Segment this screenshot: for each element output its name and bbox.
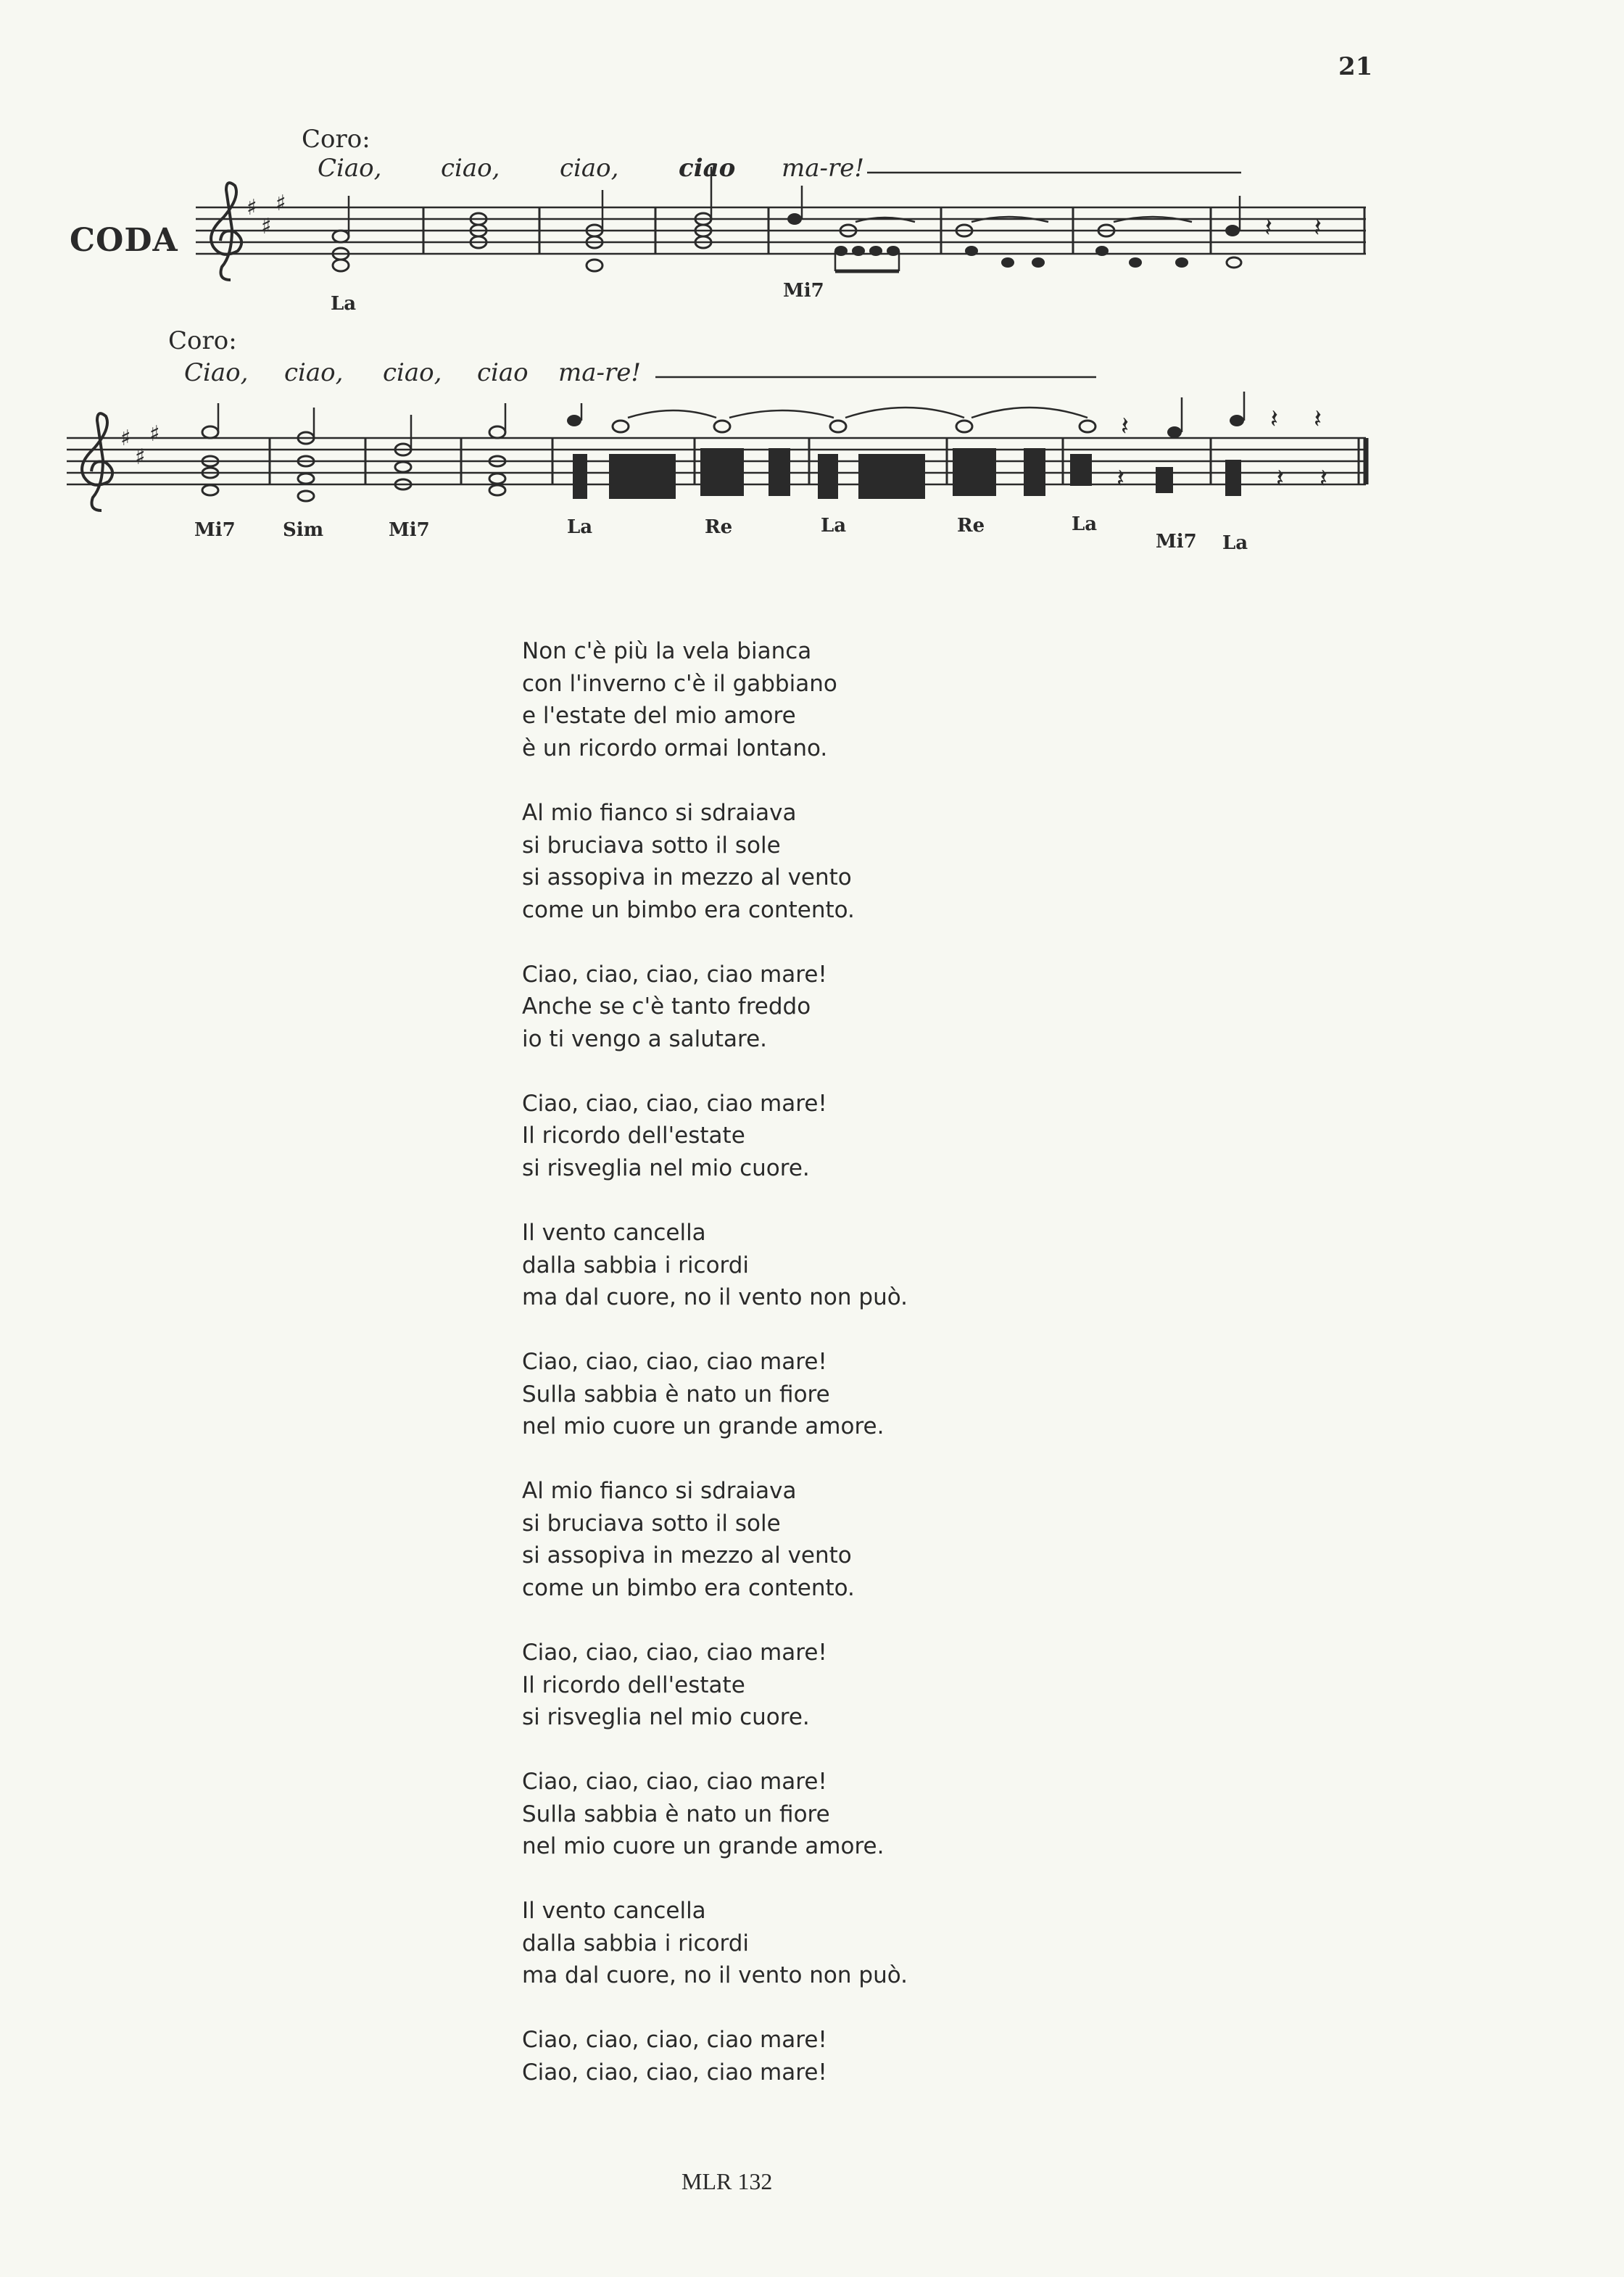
coda-label: CODA xyxy=(70,222,178,259)
coro-label-1: Coro: xyxy=(302,125,370,154)
verse-line: Il ricordo dell'estate xyxy=(522,1123,745,1149)
svg-text:♯: ♯ xyxy=(276,191,286,216)
verse-line: si assopiva in mezzo al vento xyxy=(522,1542,852,1569)
verse-line: Il ricordo dell'estate xyxy=(522,1672,745,1698)
verse-line: Il vento cancella xyxy=(522,1898,706,1924)
footer-catalog-number: MLR 132 xyxy=(682,2168,773,2194)
chord-symbol: La xyxy=(1072,513,1098,535)
verse-line: Anche se c'è tanto freddo xyxy=(522,993,811,1020)
verse-line: Al mio fianco si sdraiava xyxy=(522,1478,797,1504)
chord-symbol: La xyxy=(331,293,357,315)
verse-line: Ciao, ciao, ciao, ciao mare! xyxy=(522,1640,827,1666)
verse-line: si bruciava sotto il sole xyxy=(522,1511,781,1537)
verse-line: nel mio cuore un grande amore. xyxy=(522,1833,884,1859)
music-staff xyxy=(0,0,1624,580)
verse-line: dalla sabbia i ricordi xyxy=(522,1252,750,1278)
lyric-syllable: ciao, xyxy=(383,358,442,387)
staff-system-1 xyxy=(196,167,1366,280)
lyric-syllable: ciao, xyxy=(441,154,500,183)
verse-line: Ciao, ciao, ciao, ciao mare! xyxy=(522,962,827,988)
page-number: 21 xyxy=(1338,52,1373,81)
chord-symbol: La xyxy=(1222,532,1248,554)
verse-line: Il vento cancella xyxy=(522,1220,706,1246)
lyric-syllable: ciao, xyxy=(560,154,619,183)
svg-text:𝄽: 𝄽 xyxy=(1264,213,1273,243)
verse-line: Al mio fianco si sdraiava xyxy=(522,800,797,826)
lyric-syllable: Ciao, xyxy=(184,358,249,387)
verse-line: io ti vengo a salutare. xyxy=(522,1026,768,1052)
chord-symbol: La xyxy=(567,516,593,538)
coro-label-2: Coro: xyxy=(168,326,237,355)
verse-line: si risveglia nel mio cuore. xyxy=(522,1704,810,1730)
chord-symbol: Mi7 xyxy=(1156,531,1197,553)
lyric-syllable: ma-re! xyxy=(782,154,865,183)
verse-line: come un bimbo era contento. xyxy=(522,1575,855,1601)
svg-text:♯: ♯ xyxy=(246,195,257,220)
chord-symbol: Re xyxy=(705,516,733,538)
lyric-syllable: Ciao, xyxy=(318,154,382,183)
svg-text:♯: ♯ xyxy=(261,214,272,239)
svg-text:♯: ♯ xyxy=(120,426,131,451)
verse-line: è un ricordo ormai lontano. xyxy=(522,735,828,761)
verse-line: ma dal cuore, no il vento non può. xyxy=(522,1284,908,1310)
lyric-syllable: ciao, xyxy=(284,358,344,387)
lyric-syllable: ciao xyxy=(477,358,529,387)
verse-line: come un bimbo era contento. xyxy=(522,897,855,923)
chord-symbol: Mi7 xyxy=(194,519,236,541)
staff-system-2 xyxy=(67,392,1366,511)
verse-line: Ciao, ciao, ciao, ciao mare! xyxy=(522,1349,827,1375)
svg-text:𝄽: 𝄽 xyxy=(1270,405,1279,434)
verse-line: Non c'è più la vela bianca xyxy=(522,638,812,664)
svg-text:𝄽: 𝄽 xyxy=(1314,213,1322,243)
verse-line: dalla sabbia i ricordi xyxy=(522,1930,750,1956)
lyric-syllable: ma-re! xyxy=(558,358,642,387)
verse-line: Ciao, ciao, ciao, ciao mare! xyxy=(522,2059,827,2086)
svg-text:𝄽: 𝄽 xyxy=(1314,405,1322,434)
chord-symbol: Sim xyxy=(283,519,324,541)
verse-line: si assopiva in mezzo al vento xyxy=(522,864,852,890)
verse-line: si risveglia nel mio cuore. xyxy=(522,1155,810,1181)
verse-line: Sulla sabbia è nato un fiore xyxy=(522,1801,830,1827)
svg-text:♯: ♯ xyxy=(135,445,146,470)
svg-text:𝄽: 𝄽 xyxy=(1116,464,1125,494)
verse-line: ma dal cuore, no il vento non può. xyxy=(522,1962,908,1988)
verse-line: con l'inverno c'è il gabbiano xyxy=(522,671,837,697)
svg-text:𝄽: 𝄽 xyxy=(1276,464,1285,494)
verse-line: Sulla sabbia è nato un fiore xyxy=(522,1381,830,1408)
chord-symbol: La xyxy=(821,515,847,537)
verse-line: e l'estate del mio amore xyxy=(522,703,796,729)
svg-text:𝄽: 𝄽 xyxy=(1320,464,1328,494)
verse-line: si bruciava sotto il sole xyxy=(522,832,781,859)
verse-line: Ciao, ciao, ciao, ciao mare! xyxy=(522,1769,827,1795)
lyric-syllable: ciao xyxy=(679,154,736,183)
chord-symbol: Mi7 xyxy=(783,280,824,302)
verse-line: Ciao, ciao, ciao, ciao mare! xyxy=(522,2027,827,2053)
verse-line: Ciao, ciao, ciao, ciao mare! xyxy=(522,1091,827,1117)
chord-symbol: Re xyxy=(957,515,985,537)
verse-line: nel mio cuore un grande amore. xyxy=(522,1413,884,1439)
svg-text:𝄽: 𝄽 xyxy=(1121,412,1130,442)
svg-text:♯: ♯ xyxy=(149,421,160,447)
chord-symbol: Mi7 xyxy=(389,519,430,541)
